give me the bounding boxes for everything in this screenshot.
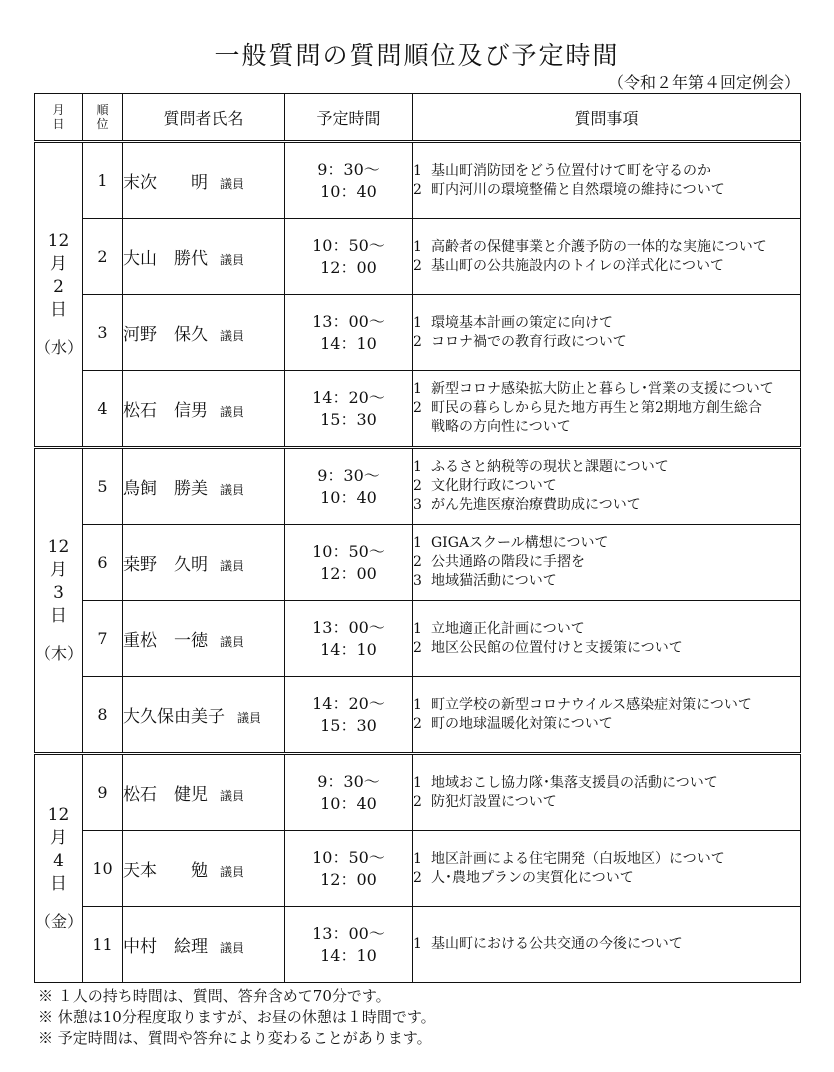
- topic-text: GIGAスクール構想について: [431, 535, 609, 551]
- time-cell: [285, 831, 413, 907]
- order-cell: 1: [83, 142, 123, 219]
- time-end: 14：10: [320, 639, 377, 659]
- topic-number: 1: [413, 620, 422, 637]
- topic-item: [413, 620, 800, 639]
- topic-text: 文化財行政について: [431, 478, 557, 494]
- topic-number: 1: [413, 696, 422, 713]
- member-title: 議員: [220, 865, 245, 879]
- time-start: 9：30〜: [317, 465, 380, 485]
- member-title: 議員: [220, 405, 245, 419]
- table-row: [35, 295, 801, 371]
- header-time: 予定時間: [285, 94, 413, 142]
- topic-text: 防犯灯設置について: [431, 793, 557, 810]
- table-row: [35, 601, 801, 677]
- table-row: [35, 677, 801, 754]
- table-row: [35, 371, 801, 448]
- weekday-label: （木）: [35, 644, 84, 663]
- topic-item: [413, 458, 800, 477]
- topics-cell: [413, 219, 801, 295]
- member-title: 議員: [220, 329, 245, 343]
- topic-item: [413, 333, 800, 352]
- member-title: 議員: [220, 635, 245, 649]
- topic-number: 2: [413, 181, 422, 198]
- time-end: 10：40: [320, 181, 377, 201]
- topics-cell: [413, 907, 801, 983]
- topic-number: 3: [413, 497, 422, 513]
- topic-item: [413, 314, 800, 333]
- time-start: 9：30〜: [317, 159, 380, 179]
- topic-number: 2: [413, 793, 422, 810]
- topic-item: [413, 399, 800, 418]
- topic-item: [413, 238, 800, 257]
- topic-item: [413, 793, 800, 812]
- name-cell: [123, 295, 285, 371]
- topic-text: コロナ禍での教育行政について: [431, 333, 627, 350]
- member-name: 重松 一徳: [123, 631, 208, 651]
- time-cell: [285, 295, 413, 371]
- schedule-body: [35, 142, 801, 983]
- order-cell: 9: [83, 754, 123, 831]
- member-title: 議員: [220, 483, 245, 497]
- topic-text: 町内河川の環境整備と自然環境の維持について: [431, 181, 725, 198]
- topics-cell: [413, 295, 801, 371]
- time-start: 14：20〜: [312, 387, 385, 407]
- time-cell: [285, 677, 413, 754]
- table-row: [35, 142, 801, 219]
- topic-item: [413, 380, 800, 399]
- member-name: 松石 信男: [123, 401, 208, 421]
- date-cell: 12 月 4 日 （金）: [35, 754, 83, 983]
- topics-cell: [413, 677, 801, 754]
- time-start: 10：50〜: [312, 847, 385, 867]
- name-cell: [123, 448, 285, 525]
- time-cell: [285, 907, 413, 983]
- topic-number: 1: [413, 381, 422, 397]
- note-line: ※ 予定時間は、質問や答弁により変わることがあります。: [38, 1029, 432, 1047]
- time-cell: [285, 142, 413, 219]
- topic-text: がん先進医療治療費助成について: [431, 497, 641, 513]
- topics-cell: [413, 448, 801, 525]
- note-line: ※ １人の持ち時間は、質問、答弁含めて70分です。: [38, 987, 391, 1005]
- time-start: 10：50〜: [312, 235, 385, 255]
- order-cell: 8: [83, 677, 123, 754]
- topic-text: 基山町の公共施設内のトイレの洋式化について: [431, 257, 725, 274]
- topic-text: 人･農地プランの実質化について: [431, 869, 634, 886]
- topic-item: [413, 935, 800, 954]
- topic-item: [413, 850, 800, 869]
- time-end: 10：40: [320, 487, 377, 507]
- topics-cell: [413, 371, 801, 448]
- order-cell: 10: [83, 831, 123, 907]
- member-name: 中村 絵理: [123, 937, 208, 957]
- name-cell: [123, 831, 285, 907]
- topic-number: 1: [413, 238, 422, 255]
- member-title: 議員: [220, 177, 245, 191]
- topic-number: 1: [413, 314, 422, 331]
- order-cell: 6: [83, 525, 123, 601]
- member-title: 議員: [237, 711, 262, 725]
- topic-text: 地域猫活動について: [431, 573, 557, 589]
- time-cell: [285, 219, 413, 295]
- topic-number: 1: [413, 774, 422, 791]
- name-cell: [123, 142, 285, 219]
- topic-text: 町立学校の新型コロナウイルス感染症対策について: [431, 696, 752, 713]
- time-end: 12：00: [320, 257, 377, 277]
- header-row: [35, 94, 801, 142]
- header-topics: 質問事項: [413, 94, 801, 142]
- member-title: 議員: [220, 253, 245, 267]
- time-cell: [285, 754, 413, 831]
- member-title: 議員: [220, 559, 245, 573]
- topic-item: [413, 553, 800, 572]
- time-end: 14：10: [320, 333, 377, 353]
- member-name: 松石 健児: [123, 785, 208, 805]
- topic-number: 1: [413, 936, 422, 952]
- time-start: 14：20〜: [312, 693, 385, 713]
- topic-number: 2: [413, 478, 422, 494]
- topic-text: 環境基本計画の策定に向けて: [431, 314, 613, 331]
- topic-text: 新型コロナ感染拡大防止と暮らし･営業の支援について: [431, 381, 774, 397]
- topic-number: 1: [413, 535, 422, 551]
- name-cell: [123, 219, 285, 295]
- topic-number: 1: [413, 850, 422, 867]
- topic-text: 高齢者の保健事業と介護予防の一体的な実施について: [431, 238, 767, 255]
- topic-text: 町の地球温暖化対策について: [431, 715, 613, 732]
- time-start: 9：30〜: [317, 771, 380, 791]
- member-title: 議員: [220, 789, 245, 803]
- topic-number: 2: [413, 639, 422, 656]
- topics-cell: [413, 601, 801, 677]
- member-name: 桒野 久明: [123, 555, 208, 575]
- name-cell: [123, 677, 285, 754]
- table-row: [35, 831, 801, 907]
- table-row: [35, 448, 801, 525]
- topics-cell: [413, 142, 801, 219]
- topics-cell: [413, 525, 801, 601]
- topics-cell: [413, 831, 801, 907]
- topic-text: ふるさと納税等の現状と課題について: [431, 459, 669, 475]
- header-name: 質問者氏名: [123, 94, 285, 142]
- time-end: 15：30: [320, 409, 377, 429]
- topic-item: [413, 715, 800, 734]
- topic-text: 基山町における公共交通の今後について: [431, 936, 683, 952]
- time-start: 13：00〜: [312, 923, 385, 943]
- topic-item: [413, 181, 800, 200]
- order-cell: 2: [83, 219, 123, 295]
- table-row: [35, 907, 801, 983]
- member-title: 議員: [220, 941, 245, 955]
- topic-item: [413, 869, 800, 888]
- time-start: 13：00〜: [312, 617, 385, 637]
- name-cell: [123, 525, 285, 601]
- topic-item: [413, 162, 800, 181]
- member-name: 大山 勝代: [123, 249, 208, 269]
- time-cell: [285, 448, 413, 525]
- member-name: 鳥飼 勝美: [123, 479, 208, 499]
- member-name: 大久保由美子: [123, 707, 225, 727]
- topic-number: 2: [413, 257, 422, 274]
- schedule-table: [34, 93, 801, 983]
- topic-number: 1: [413, 459, 422, 475]
- topic-number: 2: [413, 554, 422, 570]
- order-cell: 3: [83, 295, 123, 371]
- topic-number: 2: [413, 333, 422, 350]
- time-cell: [285, 601, 413, 677]
- topic-text: 地区計画による住宅開発（白坂地区）について: [431, 850, 725, 867]
- table-row: [35, 754, 801, 831]
- topic-number: 3: [413, 573, 422, 589]
- order-cell: 7: [83, 601, 123, 677]
- time-cell: [285, 371, 413, 448]
- notes: [38, 986, 436, 1049]
- time-end: 14：10: [320, 945, 377, 965]
- time-end: 10：40: [320, 793, 377, 813]
- table-row: [35, 525, 801, 601]
- topic-item: [413, 496, 800, 515]
- topic-text: 立地適正化計画について: [431, 620, 585, 637]
- topic-text: 地域おこし協力隊･集落支援員の活動について: [431, 774, 718, 791]
- order-cell: 11: [83, 907, 123, 983]
- topic-item: [413, 639, 800, 658]
- topic-text: 町民の暮らしから見た地方再生と第2期地方創生総合: [431, 400, 762, 416]
- name-cell: [123, 754, 285, 831]
- weekday-label: （水）: [35, 338, 84, 357]
- topic-text: 地区公民館の位置付けと支援策について: [431, 639, 683, 656]
- topic-item: [413, 572, 800, 591]
- topic-item: [413, 257, 800, 276]
- order-cell: 5: [83, 448, 123, 525]
- name-cell: [123, 601, 285, 677]
- time-end: 12：00: [320, 563, 377, 583]
- member-name: 末次 明: [123, 173, 208, 193]
- time-end: 15：30: [320, 715, 377, 735]
- page-subtitle: （令和２年第４回定例会）: [607, 73, 800, 92]
- time-start: 13：00〜: [312, 311, 385, 331]
- header-date: 月 日: [35, 94, 83, 142]
- header-order: 順 位: [83, 94, 123, 142]
- topic-text: 基山町消防団をどう位置付けて町を守るのか: [431, 162, 711, 179]
- time-cell: [285, 525, 413, 601]
- note-line: ※ 休憩は10分程度取りますが、お昼の休憩は１時間です。: [38, 1008, 436, 1026]
- page-title: 一般質問の質問順位及び予定時間: [214, 41, 620, 70]
- topic-item: [413, 696, 800, 715]
- topic-continuation: 戦略の方向性について: [431, 419, 571, 435]
- topic-item: [413, 477, 800, 496]
- topic-item: [413, 534, 800, 553]
- date-cell: 12 月 3 日 （木）: [35, 448, 83, 754]
- name-cell: [123, 371, 285, 448]
- topic-item: [413, 774, 800, 793]
- time-end: 12：00: [320, 869, 377, 889]
- name-cell: [123, 907, 285, 983]
- member-name: 河野 保久: [123, 325, 208, 345]
- topic-text: 公共通路の階段に手摺を: [431, 554, 585, 570]
- date-cell: 12 月 2 日 （水）: [35, 142, 83, 448]
- topic-number: 2: [413, 715, 422, 732]
- member-name: 天本 勉: [123, 861, 208, 881]
- topic-number: 1: [413, 162, 422, 179]
- time-start: 10：50〜: [312, 541, 385, 561]
- weekday-label: （金）: [35, 912, 84, 931]
- topics-cell: [413, 754, 801, 831]
- topic-number: 2: [413, 400, 422, 416]
- table-row: [35, 219, 801, 295]
- order-cell: 4: [83, 371, 123, 448]
- topic-number: 2: [413, 869, 422, 886]
